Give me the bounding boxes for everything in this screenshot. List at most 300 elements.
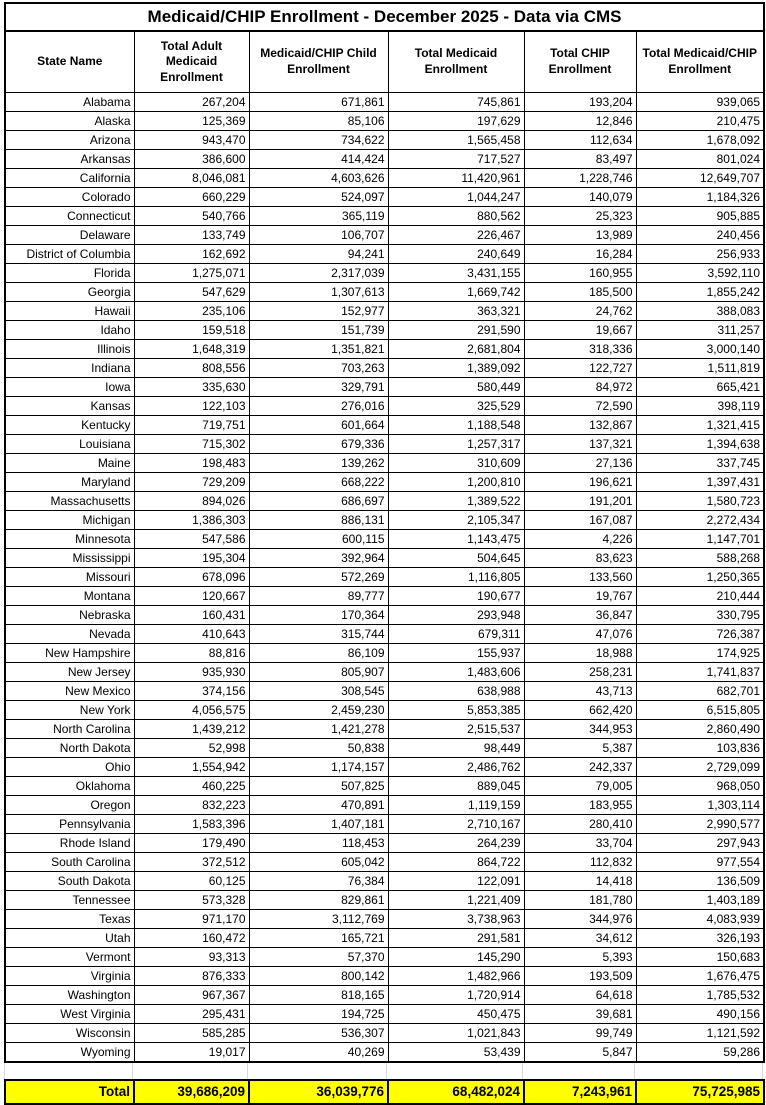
value-cell: 1,554,942: [134, 758, 249, 777]
value-cell: 729,209: [134, 473, 249, 492]
value-cell: 311,257: [636, 321, 764, 340]
value-cell: 1,321,415: [636, 416, 764, 435]
value-cell: 668,222: [249, 473, 388, 492]
value-cell: 5,387: [524, 739, 636, 758]
table-row: [5, 302, 764, 321]
value-cell: 1,511,819: [636, 359, 764, 378]
value-cell: 1,741,837: [636, 663, 764, 682]
spacer-row: [4, 1063, 763, 1079]
value-cell: 47,076: [524, 625, 636, 644]
value-cell: 2,860,490: [636, 720, 764, 739]
table-row: [5, 910, 764, 929]
table-row: [5, 587, 764, 606]
value-cell: 329,791: [249, 378, 388, 397]
table-row: [5, 891, 764, 910]
value-cell: 1,482,966: [388, 967, 524, 986]
total-table: [4, 1079, 765, 1105]
value-cell: 6,515,805: [636, 701, 764, 720]
state-name-cell: Virginia: [5, 967, 134, 986]
value-cell: 968,050: [636, 777, 764, 796]
value-cell: 1,221,409: [388, 891, 524, 910]
value-cell: 140,079: [524, 188, 636, 207]
state-name-cell: New Hampshire: [5, 644, 134, 663]
spacer-cell: [248, 1063, 387, 1079]
value-cell: 120,667: [134, 587, 249, 606]
value-cell: 4,603,626: [249, 169, 388, 188]
table-row: [5, 739, 764, 758]
state-name-cell: Illinois: [5, 340, 134, 359]
table-row: [5, 853, 764, 872]
value-cell: 39,681: [524, 1005, 636, 1024]
state-name-cell: Kansas: [5, 397, 134, 416]
value-cell: 392,964: [249, 549, 388, 568]
value-cell: 98,449: [388, 739, 524, 758]
value-cell: 50,838: [249, 739, 388, 758]
table-row: [5, 530, 764, 549]
value-cell: 89,777: [249, 587, 388, 606]
value-cell: 1,188,548: [388, 416, 524, 435]
value-cell: 19,017: [134, 1043, 249, 1063]
value-cell: 547,629: [134, 283, 249, 302]
value-cell: 280,410: [524, 815, 636, 834]
value-cell: 160,472: [134, 929, 249, 948]
value-cell: 572,269: [249, 568, 388, 587]
value-cell: 889,045: [388, 777, 524, 796]
value-cell: 198,483: [134, 454, 249, 473]
value-cell: 193,204: [524, 93, 636, 112]
value-cell: 1,583,396: [134, 815, 249, 834]
value-cell: 1,351,821: [249, 340, 388, 359]
value-cell: 829,861: [249, 891, 388, 910]
table-row: [5, 701, 764, 720]
table-row: [5, 1024, 764, 1043]
table-row: [5, 511, 764, 530]
table-row: [5, 150, 764, 169]
value-cell: 679,311: [388, 625, 524, 644]
value-cell: 1,397,431: [636, 473, 764, 492]
value-cell: 185,500: [524, 283, 636, 302]
value-cell: 3,738,963: [388, 910, 524, 929]
state-name-cell: Indiana: [5, 359, 134, 378]
spacer-cell: [387, 1063, 523, 1079]
value-cell: 125,369: [134, 112, 249, 131]
value-cell: 540,766: [134, 207, 249, 226]
value-cell: 24,762: [524, 302, 636, 321]
value-cell: 801,024: [636, 150, 764, 169]
value-cell: 2,272,434: [636, 511, 764, 530]
value-cell: 1,403,189: [636, 891, 764, 910]
value-cell: 388,083: [636, 302, 764, 321]
value-cell: 4,056,575: [134, 701, 249, 720]
state-name-cell: Alaska: [5, 112, 134, 131]
value-cell: 977,554: [636, 853, 764, 872]
value-cell: 52,998: [134, 739, 249, 758]
total-value-cell: 75,725,985: [636, 1080, 764, 1104]
value-cell: 133,749: [134, 226, 249, 245]
value-cell: 13,989: [524, 226, 636, 245]
value-cell: 880,562: [388, 207, 524, 226]
state-name-cell: New Mexico: [5, 682, 134, 701]
value-cell: 2,486,762: [388, 758, 524, 777]
value-cell: 72,590: [524, 397, 636, 416]
value-cell: 160,955: [524, 264, 636, 283]
table-row: [5, 416, 764, 435]
column-header: Total Adult Medicaid Enrollment: [134, 31, 249, 93]
state-name-cell: Arizona: [5, 131, 134, 150]
state-name-cell: Kentucky: [5, 416, 134, 435]
value-cell: 167,087: [524, 511, 636, 530]
table-row: [5, 815, 764, 834]
value-cell: 1,044,247: [388, 188, 524, 207]
value-cell: 193,509: [524, 967, 636, 986]
table-row: [5, 682, 764, 701]
table-row: [5, 473, 764, 492]
value-cell: 588,268: [636, 549, 764, 568]
table-row: [5, 188, 764, 207]
value-cell: 297,943: [636, 834, 764, 853]
value-cell: 1,119,159: [388, 796, 524, 815]
value-cell: 335,630: [134, 378, 249, 397]
spacer-cell: [133, 1063, 248, 1079]
value-cell: 703,263: [249, 359, 388, 378]
table-row: [5, 207, 764, 226]
table-row: [5, 796, 764, 815]
value-cell: 2,459,230: [249, 701, 388, 720]
value-cell: 1,669,742: [388, 283, 524, 302]
value-cell: 365,119: [249, 207, 388, 226]
table-row: [5, 948, 764, 967]
value-cell: 308,545: [249, 682, 388, 701]
value-cell: 150,683: [636, 948, 764, 967]
value-cell: 162,692: [134, 245, 249, 264]
state-name-cell: West Virginia: [5, 1005, 134, 1024]
total-value-cell: 36,039,776: [249, 1080, 388, 1104]
state-name-cell: Wyoming: [5, 1043, 134, 1063]
table-row: [5, 720, 764, 739]
value-cell: 197,629: [388, 112, 524, 131]
value-cell: 151,739: [249, 321, 388, 340]
value-cell: 1,307,613: [249, 283, 388, 302]
value-cell: 638,988: [388, 682, 524, 701]
state-name-cell: Louisiana: [5, 435, 134, 454]
value-cell: 967,367: [134, 986, 249, 1005]
table-row: [5, 359, 764, 378]
value-cell: 256,933: [636, 245, 764, 264]
state-name-cell: New Jersey: [5, 663, 134, 682]
value-cell: 258,231: [524, 663, 636, 682]
value-cell: 504,645: [388, 549, 524, 568]
value-cell: 181,780: [524, 891, 636, 910]
value-cell: 112,832: [524, 853, 636, 872]
value-cell: 3,592,110: [636, 264, 764, 283]
value-cell: 876,333: [134, 967, 249, 986]
table-row: [5, 492, 764, 511]
value-cell: 276,016: [249, 397, 388, 416]
value-cell: 1,386,303: [134, 511, 249, 530]
state-name-cell: California: [5, 169, 134, 188]
value-cell: 386,600: [134, 150, 249, 169]
value-cell: 605,042: [249, 853, 388, 872]
table-row: [5, 986, 764, 1005]
state-name-cell: New York: [5, 701, 134, 720]
value-cell: 112,634: [524, 131, 636, 150]
state-name-cell: Oregon: [5, 796, 134, 815]
value-cell: 398,119: [636, 397, 764, 416]
table-row: [5, 758, 764, 777]
table-row: [5, 834, 764, 853]
total-value-cell: 68,482,024: [388, 1080, 524, 1104]
value-cell: 174,925: [636, 644, 764, 663]
value-cell: 1,389,522: [388, 492, 524, 511]
value-cell: 34,612: [524, 929, 636, 948]
value-cell: 235,106: [134, 302, 249, 321]
value-cell: 310,609: [388, 454, 524, 473]
state-name-cell: Wisconsin: [5, 1024, 134, 1043]
table-row: [5, 929, 764, 948]
value-cell: 1,184,326: [636, 188, 764, 207]
total-row: [5, 1080, 764, 1104]
value-cell: 1,275,071: [134, 264, 249, 283]
value-cell: 195,304: [134, 549, 249, 568]
value-cell: 905,885: [636, 207, 764, 226]
value-cell: 2,729,099: [636, 758, 764, 777]
value-cell: 1,121,592: [636, 1024, 764, 1043]
value-cell: 1,648,319: [134, 340, 249, 359]
value-cell: 40,269: [249, 1043, 388, 1063]
value-cell: 64,618: [524, 986, 636, 1005]
value-cell: 122,727: [524, 359, 636, 378]
column-header: Total Medicaid Enrollment: [388, 31, 524, 93]
state-name-cell: Ohio: [5, 758, 134, 777]
state-name-cell: Maine: [5, 454, 134, 473]
value-cell: 935,930: [134, 663, 249, 682]
value-cell: 103,836: [636, 739, 764, 758]
value-cell: 1,021,843: [388, 1024, 524, 1043]
value-cell: 490,156: [636, 1005, 764, 1024]
value-cell: 3,431,155: [388, 264, 524, 283]
value-cell: 5,393: [524, 948, 636, 967]
value-cell: 132,867: [524, 416, 636, 435]
value-cell: 8,046,081: [134, 169, 249, 188]
value-cell: 3,000,140: [636, 340, 764, 359]
value-cell: 85,106: [249, 112, 388, 131]
value-cell: 337,745: [636, 454, 764, 473]
state-name-cell: Minnesota: [5, 530, 134, 549]
value-cell: 330,795: [636, 606, 764, 625]
state-name-cell: Michigan: [5, 511, 134, 530]
state-name-cell: Mississippi: [5, 549, 134, 568]
total-value-cell: 39,686,209: [134, 1080, 249, 1104]
value-cell: 133,560: [524, 568, 636, 587]
value-cell: 662,420: [524, 701, 636, 720]
value-cell: 27,136: [524, 454, 636, 473]
state-name-cell: Idaho: [5, 321, 134, 340]
state-name-cell: Tennessee: [5, 891, 134, 910]
table-row: [5, 606, 764, 625]
value-cell: 573,328: [134, 891, 249, 910]
value-cell: 33,704: [524, 834, 636, 853]
value-cell: 136,509: [636, 872, 764, 891]
value-cell: 36,847: [524, 606, 636, 625]
table-row: [5, 264, 764, 283]
value-cell: 1,303,114: [636, 796, 764, 815]
value-cell: 4,226: [524, 530, 636, 549]
state-name-cell: Connecticut: [5, 207, 134, 226]
value-cell: 165,721: [249, 929, 388, 948]
value-cell: 267,204: [134, 93, 249, 112]
value-cell: 410,643: [134, 625, 249, 644]
value-cell: 291,590: [388, 321, 524, 340]
value-cell: 2,105,347: [388, 511, 524, 530]
state-name-cell: Vermont: [5, 948, 134, 967]
page-title: Medicaid/CHIP Enrollment - December 2025 - Data via CMS: [5, 3, 764, 31]
value-cell: 4,083,939: [636, 910, 764, 929]
table-row: [5, 340, 764, 359]
state-name-cell: Nevada: [5, 625, 134, 644]
state-name-cell: Texas: [5, 910, 134, 929]
value-cell: 155,937: [388, 644, 524, 663]
value-cell: 344,976: [524, 910, 636, 929]
value-cell: 939,065: [636, 93, 764, 112]
value-cell: 1,228,746: [524, 169, 636, 188]
value-cell: 1,174,157: [249, 758, 388, 777]
value-cell: 240,649: [388, 245, 524, 264]
value-cell: 682,701: [636, 682, 764, 701]
value-cell: 717,527: [388, 150, 524, 169]
value-cell: 344,953: [524, 720, 636, 739]
value-cell: 1,855,242: [636, 283, 764, 302]
table-row: [5, 454, 764, 473]
value-cell: 325,529: [388, 397, 524, 416]
value-cell: 11,420,961: [388, 169, 524, 188]
state-name-cell: North Carolina: [5, 720, 134, 739]
value-cell: 25,323: [524, 207, 636, 226]
total-label-cell: Total: [5, 1080, 134, 1104]
value-cell: 139,262: [249, 454, 388, 473]
value-cell: 291,581: [388, 929, 524, 948]
value-cell: 2,710,167: [388, 815, 524, 834]
value-cell: 470,891: [249, 796, 388, 815]
value-cell: 242,337: [524, 758, 636, 777]
value-cell: 240,456: [636, 226, 764, 245]
table-row: [5, 378, 764, 397]
table-row: [5, 245, 764, 264]
table-row: [5, 226, 764, 245]
state-name-cell: South Dakota: [5, 872, 134, 891]
value-cell: 507,825: [249, 777, 388, 796]
value-cell: 1,394,638: [636, 435, 764, 454]
value-cell: 145,290: [388, 948, 524, 967]
state-name-cell: Hawaii: [5, 302, 134, 321]
state-name-cell: Alabama: [5, 93, 134, 112]
value-cell: 16,284: [524, 245, 636, 264]
value-cell: 43,713: [524, 682, 636, 701]
table-row: [5, 397, 764, 416]
value-cell: 1,257,317: [388, 435, 524, 454]
value-cell: 318,336: [524, 340, 636, 359]
value-cell: 679,336: [249, 435, 388, 454]
state-name-cell: South Carolina: [5, 853, 134, 872]
value-cell: 53,439: [388, 1043, 524, 1063]
value-cell: 971,170: [134, 910, 249, 929]
value-cell: 5,853,385: [388, 701, 524, 720]
state-name-cell: Missouri: [5, 568, 134, 587]
state-name-cell: Oklahoma: [5, 777, 134, 796]
value-cell: 2,515,537: [388, 720, 524, 739]
value-cell: 159,518: [134, 321, 249, 340]
value-cell: 808,556: [134, 359, 249, 378]
value-cell: 2,990,577: [636, 815, 764, 834]
table-row: [5, 568, 764, 587]
value-cell: 374,156: [134, 682, 249, 701]
value-cell: 12,846: [524, 112, 636, 131]
state-name-cell: Delaware: [5, 226, 134, 245]
value-cell: 800,142: [249, 967, 388, 986]
value-cell: 1,407,181: [249, 815, 388, 834]
value-cell: 88,816: [134, 644, 249, 663]
value-cell: 1,116,805: [388, 568, 524, 587]
value-cell: 671,861: [249, 93, 388, 112]
state-name-cell: Colorado: [5, 188, 134, 207]
value-cell: 686,697: [249, 492, 388, 511]
table-row: [5, 625, 764, 644]
table-body: [5, 93, 764, 1063]
value-cell: 94,241: [249, 245, 388, 264]
value-cell: 719,751: [134, 416, 249, 435]
value-cell: 179,490: [134, 834, 249, 853]
state-name-cell: Washington: [5, 986, 134, 1005]
value-cell: 170,364: [249, 606, 388, 625]
table-row: [5, 283, 764, 302]
state-name-cell: Maryland: [5, 473, 134, 492]
value-cell: 19,667: [524, 321, 636, 340]
value-cell: 76,384: [249, 872, 388, 891]
value-cell: 894,026: [134, 492, 249, 511]
value-cell: 191,201: [524, 492, 636, 511]
spacer-cell: [4, 1063, 133, 1079]
spacer-cell: [635, 1063, 763, 1079]
value-cell: 18,988: [524, 644, 636, 663]
column-header: Total CHIP Enrollment: [524, 31, 636, 93]
state-name-cell: District of Columbia: [5, 245, 134, 264]
value-cell: 1,200,810: [388, 473, 524, 492]
value-cell: 106,707: [249, 226, 388, 245]
value-cell: 832,223: [134, 796, 249, 815]
table-row: [5, 112, 764, 131]
value-cell: 210,444: [636, 587, 764, 606]
value-cell: 19,767: [524, 587, 636, 606]
value-cell: 1,580,723: [636, 492, 764, 511]
value-cell: 122,091: [388, 872, 524, 891]
value-cell: 1,421,278: [249, 720, 388, 739]
value-cell: 122,103: [134, 397, 249, 416]
value-cell: 1,143,475: [388, 530, 524, 549]
value-cell: 600,115: [249, 530, 388, 549]
spacer-cell: [523, 1063, 635, 1079]
value-cell: 2,317,039: [249, 264, 388, 283]
value-cell: 1,483,606: [388, 663, 524, 682]
value-cell: 660,229: [134, 188, 249, 207]
value-cell: 99,749: [524, 1024, 636, 1043]
state-name-cell: Pennsylvania: [5, 815, 134, 834]
state-name-cell: Utah: [5, 929, 134, 948]
value-cell: 93,313: [134, 948, 249, 967]
column-header: Medicaid/CHIP Child Enrollment: [249, 31, 388, 93]
value-cell: 160,431: [134, 606, 249, 625]
table-row: [5, 435, 764, 454]
table-row: [5, 872, 764, 891]
state-name-cell: Iowa: [5, 378, 134, 397]
